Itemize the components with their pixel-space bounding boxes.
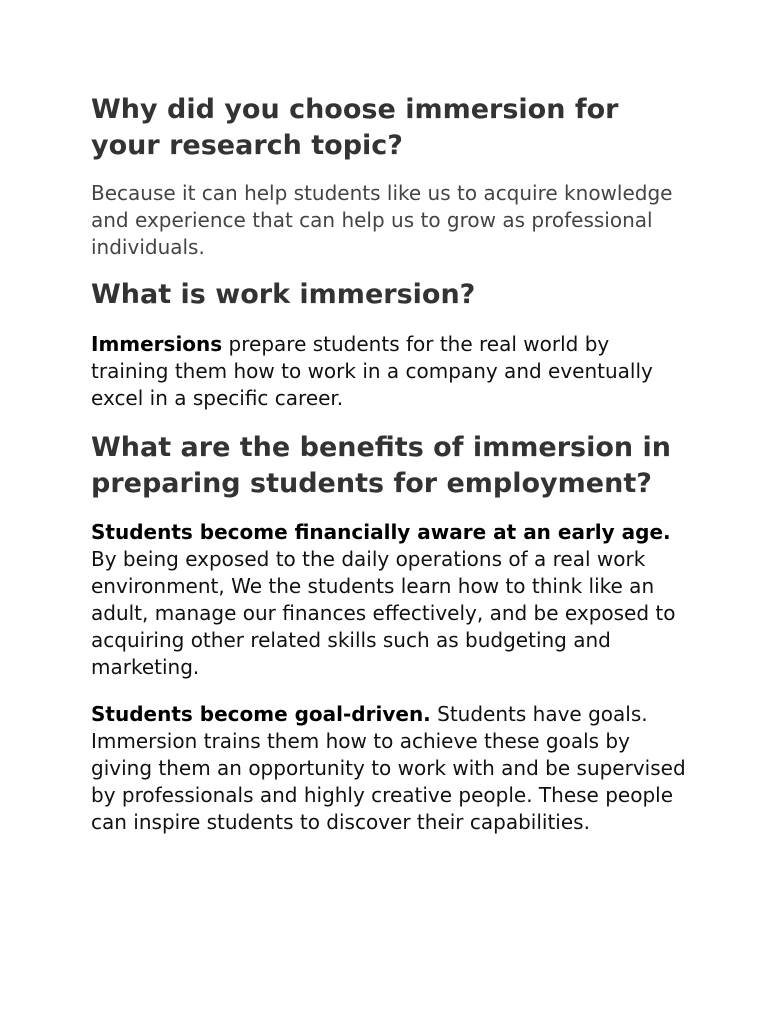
benefit-lead-2: Students become goal-driven. bbox=[91, 702, 431, 726]
benefit-lead-1: Students become financially aware at an early age. bbox=[91, 520, 671, 544]
bold-term-immersions: Immersions bbox=[91, 332, 223, 356]
question-heading-3: What are the benefits of immersion in preparing students for employment? bbox=[91, 432, 671, 499]
benefit-text-1: By being exposed to the daily operations of a real work environment, We the students learn how to think like an adult, manage our finances effectively, and be exposed to acquiring other related skills such as budgeting and marketing. bbox=[91, 547, 676, 679]
answer-text-2: prepare students for the real world by training them how to work in a company and eventually excel in a specific career. bbox=[91, 332, 653, 410]
document-content bbox=[91, 92, 691, 836]
answer-paragraph-2 bbox=[91, 331, 691, 412]
answer-paragraph-1: Because it can help students like us to acquire knowledge and experience that can help us to grow as professional individuals. bbox=[91, 181, 673, 259]
benefit-text-2: Students have goals. Immersion trains them how to achieve these goals by giving them an opportunity to work with and be supervised by professionals and highly creative people. These people can inspire students to discover their capabilities. bbox=[91, 702, 686, 834]
benefit-paragraph-1 bbox=[91, 519, 691, 681]
question-heading-1: Why did you choose immersion for your research topic? bbox=[91, 94, 619, 161]
question-heading-2: What is work immersion? bbox=[91, 279, 476, 310]
benefit-paragraph-2 bbox=[91, 701, 691, 836]
